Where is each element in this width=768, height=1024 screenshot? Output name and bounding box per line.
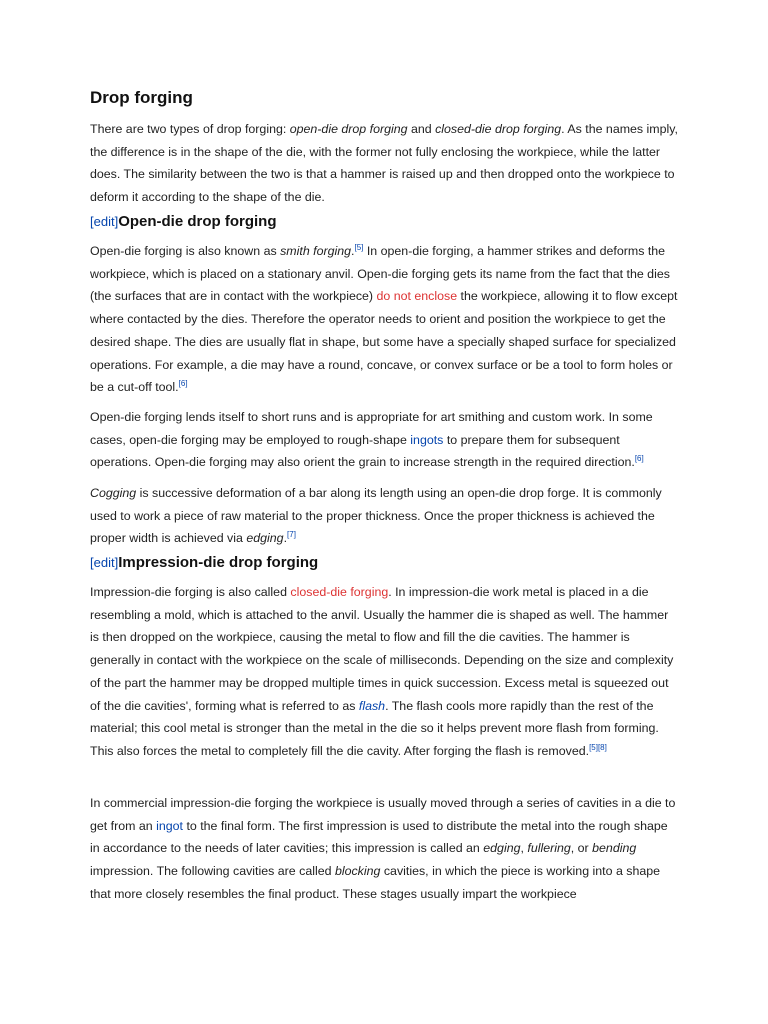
reference-link[interactable]: [5][8]: [589, 742, 607, 752]
intro-paragraph: There are two types of drop forging: open-die drop forging and closed-die drop forging. As the names imply, the difference is in the shape of the die, with the former not fully enclosing the workpiece, while the latter does. The similarity between the two is that a hammer is raised up and then dropped onto the workpiece to deform it according to the shape of the die.: [90, 122, 678, 205]
reference-link[interactable]: [6]: [634, 454, 644, 464]
impression-die-paragraph-2: In commercial impression-die forging the workpiece is usually moved through a series of cavities in a die to get from an ingot to the final form. The first impression is used to distribute the metal into the rough shape in accordance to the needs of later cavities; this impression is called an edging, fullering, or bending impression. The following cavities are called blocking cavities, in which the piece is working into a shape that more closely resembles the final product. These stages usually impart the workpiece: [90, 796, 676, 901]
reference-link[interactable]: [6]: [178, 379, 188, 389]
section-heading-impression-die: [edit]Impression-die drop forging: [90, 554, 319, 571]
closed-die-forging-link[interactable]: closed-die forging: [290, 585, 389, 599]
reference-link[interactable]: [5]: [354, 243, 364, 252]
impression-die-paragraph-1: Impression-die forging is also called closed-die forging. In impression-die work metal is placed in a die resembling a mold, which is attached to the anvil. Usually the hammer die is shaped as well. The hammer is then dropped on the workpiece, causing the metal to flow and fill the die cavities. The hammer is generally in contact with the workpiece on the scale of milliseconds. Depending on the size and complexity of the part the hammer may be dropped multiple times in quick succession. Excess metal is squeezed out of the die cavities', forming what is referred to as flash. The flash cools more rapidly than the rest of the material; this cool metal is stronger than the metal in the die so it helps prevent more flash from forming. This also forces the metal to completely fill the die cavity. After forging the flash is removed.[5][8]: [90, 585, 674, 758]
ingots-link[interactable]: ingots: [410, 432, 444, 447]
do-not-enclose-link[interactable]: do not enclose: [376, 289, 458, 304]
flash-link[interactable]: flash: [358, 698, 386, 713]
ingot-link[interactable]: ingot: [156, 818, 183, 833]
section-heading-open-die: [edit]Open-die drop forging: [90, 213, 277, 230]
edit-link[interactable]: [edit]: [90, 214, 119, 229]
cogging-paragraph: Cogging is successive deformation of a bar along its length using an open-die drop forge. It is commonly used to work a piece of raw material to the proper thickness. Once the proper thickness is achieved the proper width is achieved via edging.[7]: [90, 486, 662, 546]
open-die-paragraph-2: Open-die forging lends itself to short runs and is appropriate for art smithing and custom work. In some cases, open-die forging may be employed to rough-shape ingots to prepare them for subsequent operations. Open-die forging may also orient the grain to increase strength in the required direction.[6]: [90, 410, 653, 470]
page-title: Drop forging: [90, 88, 193, 107]
edit-link[interactable]: [edit]: [90, 555, 119, 570]
reference-link[interactable]: [7]: [287, 530, 296, 540]
open-die-paragraph-1: Open-die forging is also known as smith forging.[5] In open-die forging, a hammer strikes and deforms the workpiece, which is placed on a stationary anvil. Open-die forging gets its name from the fact that the dies (the surfaces that are in contact with the workpiece) do not enclose the workpiece, allowing it to flow except where contacted by the dies. Therefore the operator needs to orient and position the workpiece to get the desired shape. The dies are usually flat in shape, but some have a specially shaped surface for specialized operations. For example, a die may have a round, concave, or convex surface or be a tool to form holes or be a cut-off tool.[6]: [90, 243, 678, 395]
